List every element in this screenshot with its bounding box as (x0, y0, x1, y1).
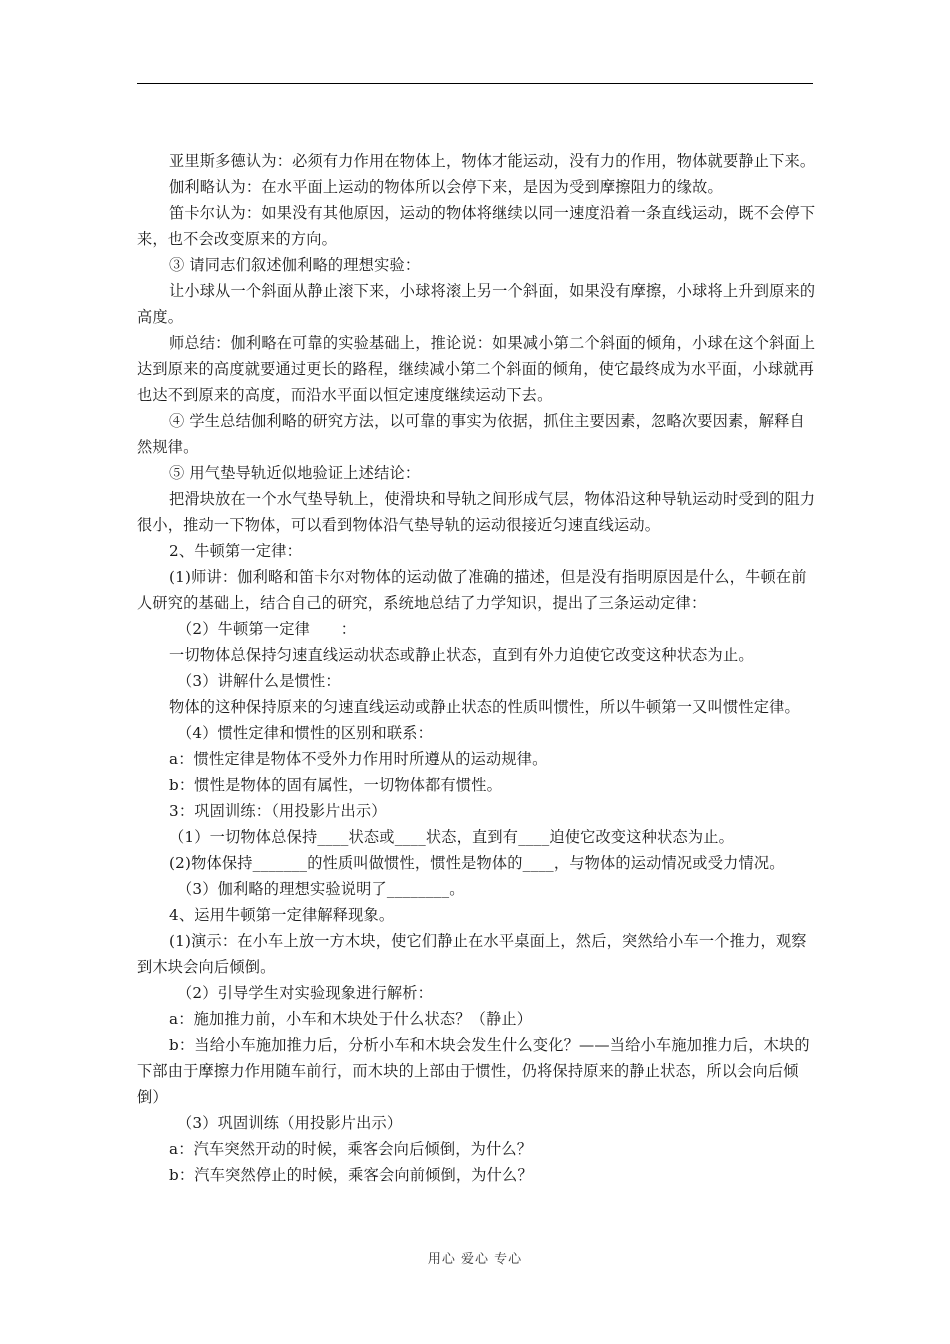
paragraph: 师总结：伽利略在可靠的实验基础上，推论说：如果减小第二个斜面的倾角，小球在这个斜面上达到原来的高度就要通过更长的路程，继续减小第二个斜面的倾角，使它最终成为水平面，小球就再也达不到原来的高度，而沿水平面以恒定速度继续运动下去。 (137, 334, 816, 404)
paragraph: 笛卡尔认为：如果没有其他原因，运动的物体将继续以同一速度沿着一条直线运动，既不会停下来，也不会改变原来的方向。 (137, 204, 816, 248)
paragraph: ③ 请同志们叙述伽利略的理想实验： (169, 256, 421, 274)
paragraph: 物体的这种保持原来的匀速直线运动或静止状态的性质叫惯性，所以牛顿第一又叫惯性定律。 (169, 698, 800, 716)
paragraph: ⑤ 用气垫导轨近似地验证上述结论： (169, 464, 421, 482)
exercise-item: （1）一切物体总保持____状态或____状态，直到有____迫使它改变这种状态为止。 (169, 828, 735, 846)
paragraph: 亚里斯多德认为：必须有力作用在物体上，物体才能运动，没有力的作用，物体就要静止下来。 (169, 152, 816, 170)
exercise-item: (2)物体保持_______的性质叫做惯性，惯性是物体的____，与物体的运动情况或受力情况。 (169, 854, 785, 872)
paragraph: a：惯性定律是物体不受外力作用时所遵从的运动规律。 (169, 750, 548, 768)
paragraph: 一切物体总保持匀速直线运动状态或静止状态，直到有外力迫使它改变这种状态为止。 (169, 646, 754, 664)
paragraph: b：当给小车施加推力后，分析小车和木块会发生什么变化？——当给小车施加推力后，木块的下部由于摩擦力作用随车前行，而木块的上部由于惯性，仍将保持原来的静止状态，所以会向后倾倒） (137, 1036, 810, 1106)
paragraph: (1)师讲：伽利略和笛卡尔对物体的运动做了准确的描述，但是没有指明原因是什么，牛顿在前人研究的基础上，结合自己的研究，系统地总结了力学知识，提出了三条运动定律： (137, 568, 807, 612)
paragraph: （2）引导学生对实验现象进行解析： (177, 984, 434, 1002)
page-footer: 用心 爱心 专心 (427, 1252, 523, 1267)
paragraph: b：汽车突然停止的时候，乘客会向前倾倒，为什么？ (169, 1166, 533, 1184)
paragraph: b：惯性是物体的固有属性，一切物体都有惯性。 (169, 776, 503, 794)
exercise-item: （3）伽利略的理想实验说明了________。 (177, 880, 465, 898)
paragraph: 把滑块放在一个水气垫导轨上，使滑块和导轨之间形成气层，物体沿这种导轨运动时受到的阻力很小，推动一下物体，可以看到物体沿气垫导轨的运动很接近匀速直线运动。 (137, 490, 816, 534)
paragraph: 伽利略认为：在水平面上运动的物体所以会停下来，是因为受到摩擦阻力的缘故。 (169, 178, 723, 196)
document-body (137, 148, 817, 1188)
paragraph: （4）惯性定律和惯性的区别和联系： (177, 724, 434, 742)
header-rule (137, 83, 813, 84)
paragraph: （3）讲解什么是惯性： (177, 672, 341, 690)
section-heading: 4、运用牛顿第一定律解释现象。 (169, 906, 395, 924)
paragraph: 让小球从一个斜面从静止滚下来，小球将滚上另一个斜面，如果没有摩擦，小球将上升到原来的高度。 (137, 282, 816, 326)
paragraph: ④ 学生总结伽利略的研究方法，以可靠的事实为依据，抓住主要因素，忽略次要因素，解释自然规律。 (137, 412, 805, 456)
paragraph: （3）巩固训练（用投影片出示） (177, 1114, 403, 1132)
paragraph: a：汽车突然开动的时候，乘客会向后倾倒，为什么？ (169, 1140, 533, 1158)
section-heading: 3：巩固训练：（用投影片出示） (169, 802, 387, 820)
paragraph: （2）牛顿第一定律 ： (177, 620, 357, 638)
paragraph: (1)演示：在小车上放一方木块，使它们静止在水平桌面上，然后，突然给小车一个推力，观察到木块会向后倾倒。 (137, 932, 807, 976)
section-heading: 2、牛顿第一定律： (169, 542, 302, 560)
paragraph: a：施加推力前，小车和木块处于什么状态？（静止） (169, 1010, 533, 1028)
